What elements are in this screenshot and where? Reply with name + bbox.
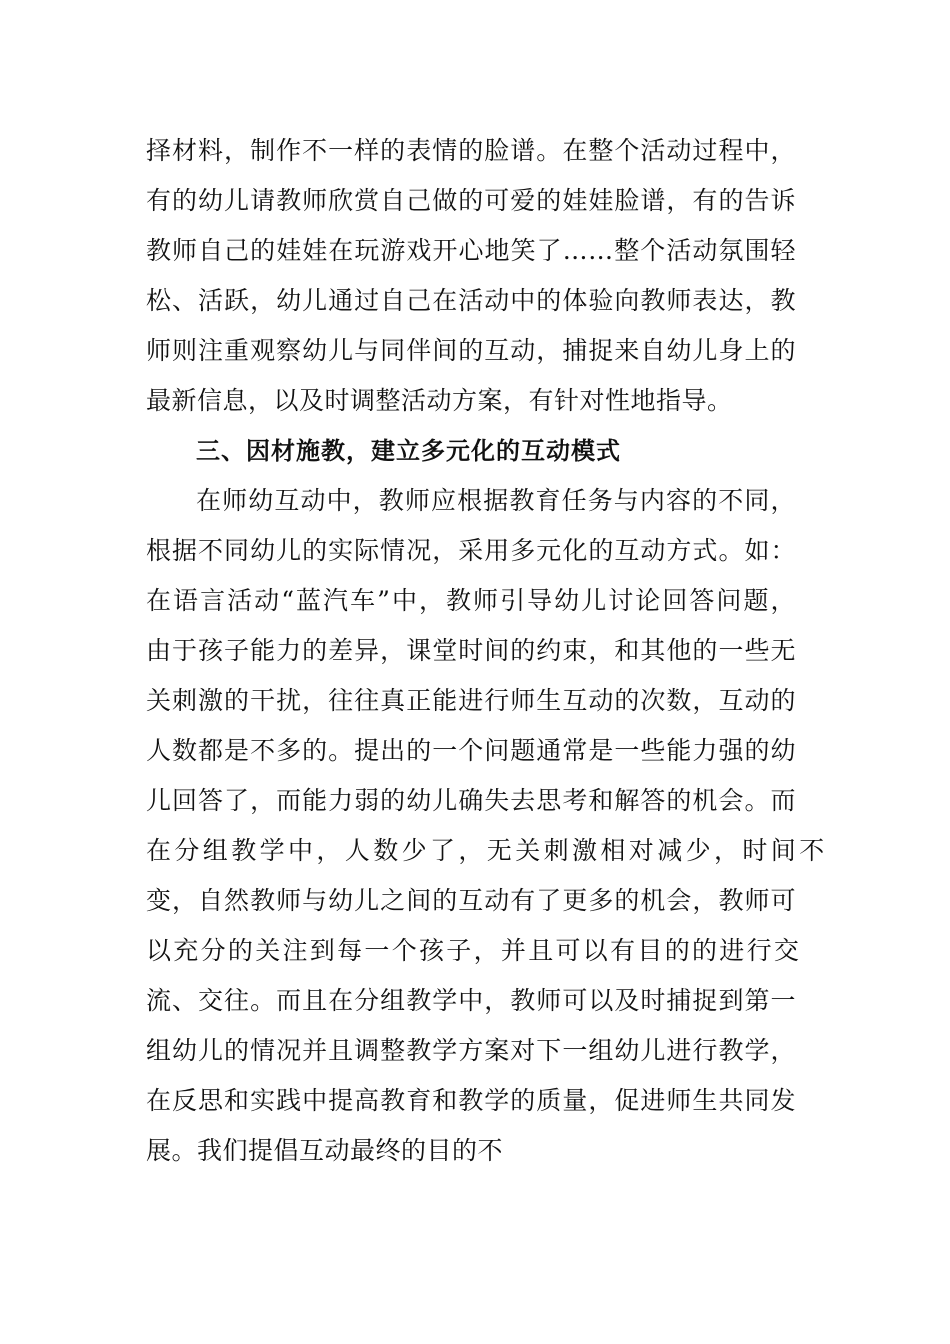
text-line-3: 教师自己的娃娃在玩游戏开心地笑了……整个活动氛围轻: [146, 236, 796, 265]
text-line-10: 在语言活动“蓝汽车”中，教师引导幼儿讨论回答问题，: [146, 586, 796, 615]
text-line-5: 师则注重观察幼儿与同伴间的互动，捕捉来自幼儿身上的: [146, 336, 796, 365]
text-line-21: 展。我们提倡互动最终的目的不: [146, 1136, 504, 1165]
text-line-19: 组幼儿的情况并且调整教学方案对下一组幼儿进行教学，: [146, 1036, 796, 1065]
text-line-16: 变，自然教师与幼儿之间的互动有了更多的机会，教师可: [146, 886, 796, 915]
text-line-4: 松、活跃，幼儿通过自己在活动中的体验向教师表达，教: [146, 286, 796, 315]
text-line-17: 以充分的关注到每一个孩子，并且可以有目的的进行交: [146, 936, 802, 965]
text-line-2: 有的幼儿请教师欣赏自己做的可爱的娃娃脸谱，有的告诉: [146, 186, 796, 215]
text-line-8: 在师幼互动中，教师应根据教育任务与内容的不同，: [196, 486, 796, 515]
section-heading: 三、因材施教，建立多元化的互动模式: [196, 437, 621, 465]
text-line-20: 在反思和实践中提高教育和教学的质量，促进师生共同发: [146, 1086, 796, 1115]
text-line-18: 流、交往。而且在分组教学中，教师可以及时捕捉到第一: [146, 986, 796, 1015]
text-line-13: 人数都是不多的。提出的一个问题通常是一些能力强的幼: [146, 736, 796, 765]
text-line-1: 择材料，制作不一样的表情的脸谱。在整个活动过程中，: [146, 136, 796, 165]
text-line-6: 最新信息，以及时调整活动方案，有针对性地指导。: [146, 386, 733, 415]
text-line-14: 儿回答了，而能力弱的幼儿确失去思考和解答的机会。而: [146, 786, 796, 815]
text-line-9: 根据不同幼儿的实际情况，采用多元化的互动方式。如：: [146, 536, 796, 565]
text-line-11: 由于孩子能力的差异，课堂时间的约束，和其他的一些无: [146, 636, 796, 665]
text-line-12: 关刺激的干扰，往往真正能进行师生互动的次数，互动的: [146, 686, 796, 715]
text-line-15: 在分组教学中，人数少了，无关刺激相对减少，时间不: [146, 836, 828, 865]
